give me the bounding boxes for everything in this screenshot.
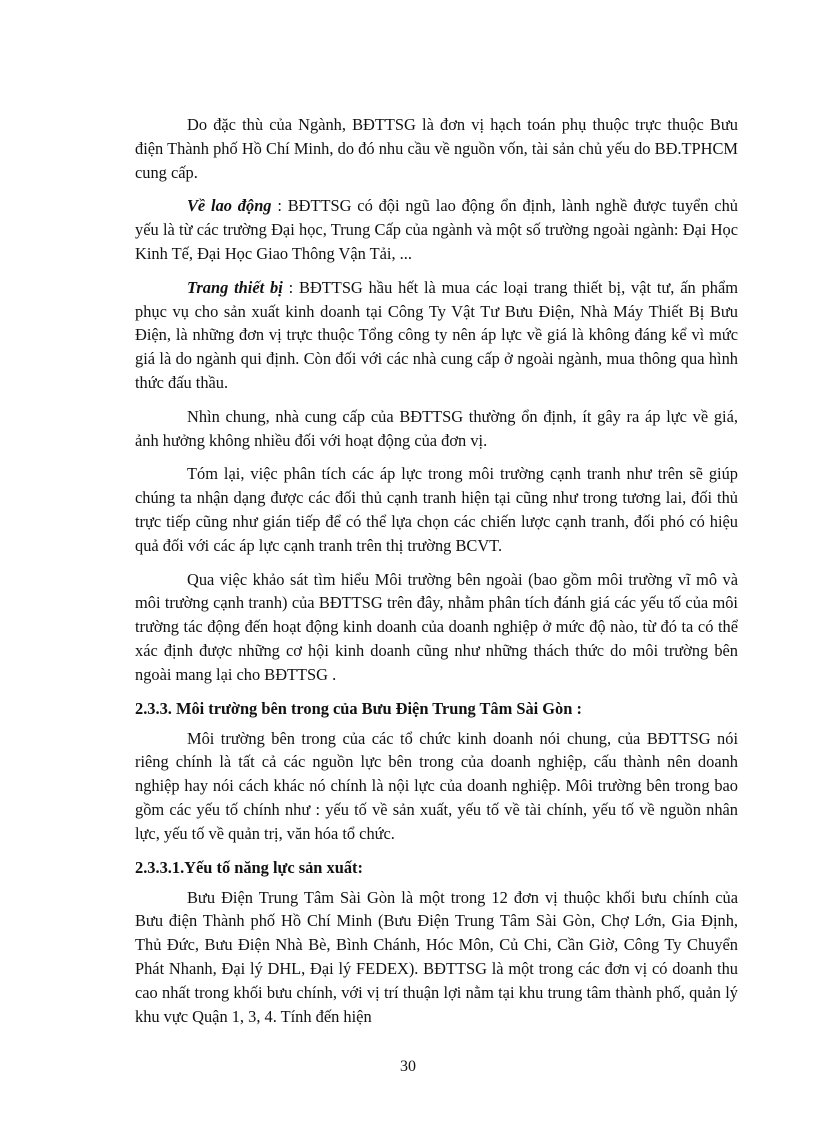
paragraph-competition-summary (135, 462, 738, 557)
paragraph-text: : BĐTTSG hầu hết là mua các loại trang thiết bị, vật tư, ấn phẩm phục vụ cho sản xuất kinh doanh tại Công Ty Vật Tư Bưu Điện, Nhà Máy Thiết Bị Bưu Điện, là những đơn vị trực thuộc Tổng công ty nên áp lực về giá là không đáng kể vì mức giá là do ngành qui định. Còn đối với các nhà cung cấp ở ngoài ngành, mua thông qua hình thức đấu thầu. (135, 277, 738, 392)
paragraph-labor (135, 194, 738, 265)
paragraph-external-environment-summary (135, 568, 738, 687)
paragraph-text: Do đặc thù của Ngành, BĐTTSG là đơn vị hạch toán phụ thuộc trực thuộc Bưu điện Thành phố Hồ Chí Minh, do đó nhu cầu về nguồn vốn, tài sản chủ yếu do BĐ.TPHCM cung cấp. (135, 115, 738, 182)
paragraph-lead: Về lao động (187, 196, 272, 216)
section-heading-2-3-3-1: 2.3.3.1.Yếu tố năng lực sản xuất: (135, 857, 363, 877)
document-page (135, 113, 738, 1038)
paragraph-suppliers-summary (135, 405, 738, 453)
paragraph-text: Nhìn chung, nhà cung cấp của BĐTTSG thường ổn định, ít gây ra áp lực về giá, ảnh hưởng không nhiều đối với hoạt động của đơn vị. (135, 406, 738, 450)
paragraph-internal-environment (135, 727, 738, 846)
paragraph-production-capacity (135, 886, 738, 1029)
paragraph-text: Qua việc khảo sát tìm hiểu Môi trường bên ngoài (bao gồm môi trường vĩ mô và môi trường cạnh tranh) của BĐTTSG trên đây, nhằm phân tích đánh giá các yếu tố của môi trường tác động đến hoạt động kinh doanh của doanh nghiệp ở mức độ nào, từ đó ta có thể xác định được những cơ hội kinh doanh cũng như những thách thức do môi trường bên ngoài mang lại cho BĐTTSG . (135, 569, 738, 684)
paragraph-equipment (135, 276, 738, 395)
paragraph-text: Bưu Điện Trung Tâm Sài Gòn là một trong 12 đơn vị thuộc khối bưu chính của Bưu điện Thành phố Hồ Chí Minh (Bưu Điện Trung Tâm Sài Gòn, Chợ Lớn, Gia Định, Thủ Đức, Bưu Điện Nhà Bè, Bình Chánh, Hóc Môn, Củ Chi, Cần Giờ, Công Ty Chuyển Phát Nhanh, Đại lý DHL, Đại lý FEDEX). BĐTTSG là một trong các đơn vị có doanh thu cao nhất trong khối bưu chính, với vị trí thuận lợi nằm tại khu trung tâm thành phố, quản lý khu vực Quận 1, 3, 4. Tính đến hiện (135, 887, 738, 1026)
paragraph-text: : BĐTTSG có đội ngũ lao động ổn định, lành nghề được tuyển chủ yếu là từ các trường Đại học, Trung Cấp của ngành và một số trường ngoài ngành: Đại Học Kinh Tế, Đại Học Giao Thông Vận Tải, ... (135, 196, 738, 263)
paragraph-lead: Trang thiết bị (187, 277, 283, 297)
paragraph-text: Tóm lại, việc phân tích các áp lực trong môi trường cạnh tranh như trên sẽ giúp chúng ta nhận dạng được các đối thủ cạnh tranh hiện tại cũng như trong tương lai, đối thủ trực tiếp cũng như gián tiếp để có thể lựa chọn các chiến lược cạnh tranh, đối phó có hiệu quả đối với các áp lực cạnh tranh trên thị trường BCVT. (135, 464, 738, 555)
paragraph-text: Môi trường bên trong của các tổ chức kinh doanh nói chung, của BĐTTSG nói riêng chính là tất cả các nguồn lực bên trong của doanh nghiệp, cấu thành nên doanh nghiệp hay nói cách khác nó chính là nội lực của doanh nghiệp. Môi trường bên trong bao gồm các yếu tố chính như : yếu tố về sản xuất, yếu tố về tài chính, yếu tố về nguồn nhân lực, yếu tố về quản trị, văn hóa tổ chức. (135, 728, 738, 843)
paragraph-capital (135, 113, 738, 184)
page-number: 30 (400, 1058, 416, 1075)
section-heading-2-3-3: 2.3.3. Môi trường bên trong của Bưu Điện Trung Tâm Sài Gòn : (135, 698, 582, 718)
